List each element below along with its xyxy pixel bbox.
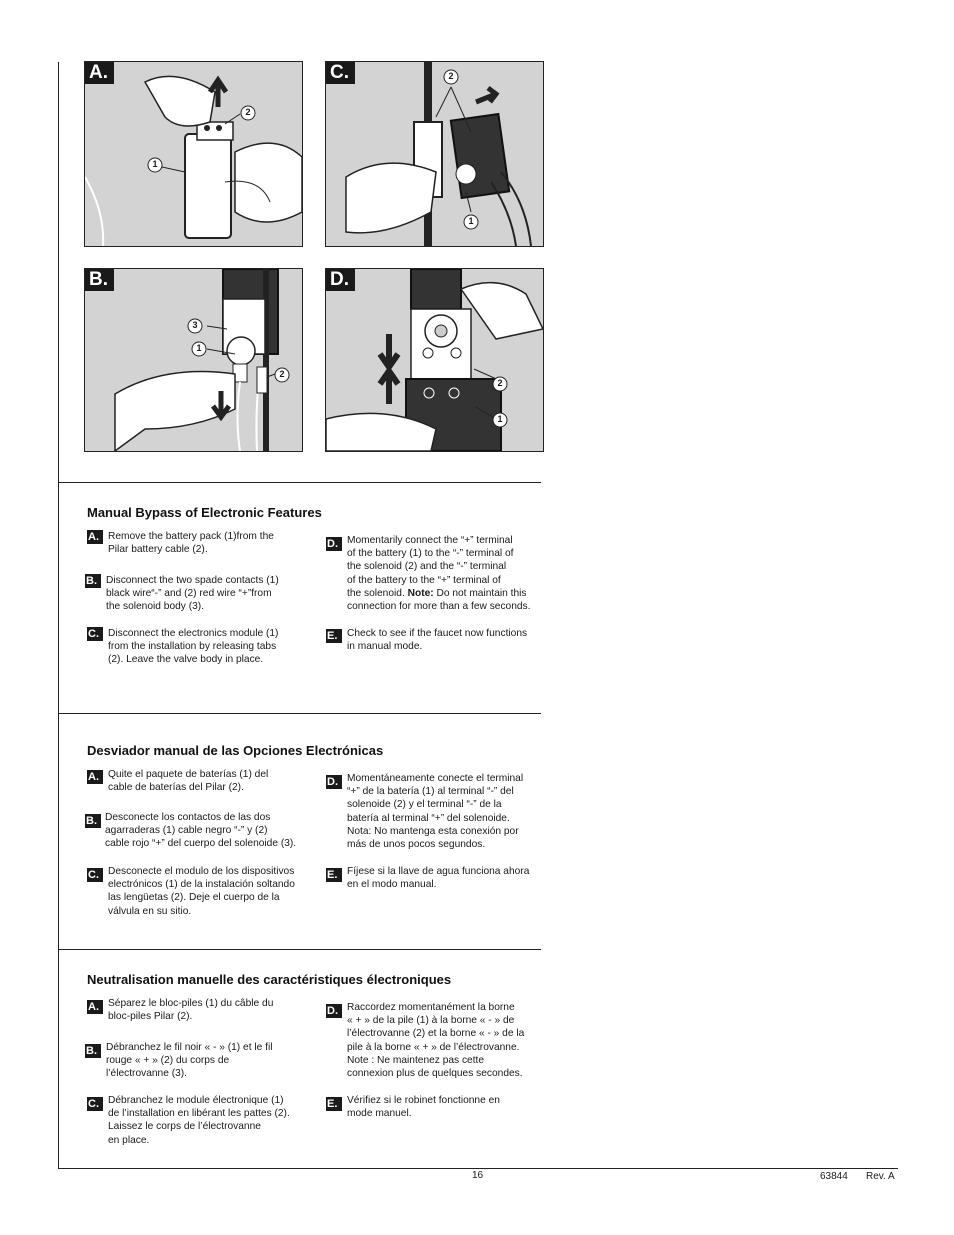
left-margin-rule <box>58 62 59 1169</box>
section-divider <box>59 713 541 714</box>
document-number: 63844 <box>820 1171 848 1182</box>
step-badge: B. <box>85 574 101 588</box>
step-badge: E. <box>326 1097 342 1111</box>
callout-2: 2 <box>279 369 285 379</box>
step-badge: A. <box>87 770 103 784</box>
illustration-panel-a <box>84 61 303 247</box>
panel-label-d: D. <box>326 269 355 291</box>
step-text: Raccordez momentanément la borne « + » de la pile (1) à la borne « - » de l’électrovanne (2) et la borne « - » de la pile à la borne « + » de l’électrovanne. Note : Ne maintenez pas cette connexion plus de quelques secondes. <box>347 1002 525 1080</box>
spade-contacts-illustration <box>85 269 302 451</box>
step-text: Débranchez le module électronique (1) de l’installation en libérant les pattes (2). Laissez le corps de l’électrovanne en place. <box>108 1095 290 1146</box>
callout-1: 1 <box>196 343 202 353</box>
step-badge: C. <box>87 627 103 641</box>
note-label: Note: <box>407 587 434 599</box>
revision: Rev. A <box>866 1171 895 1182</box>
section-title-spanish: Desviador manual de las Opciones Electrónicas <box>87 743 384 758</box>
step-text: Vérifiez si le robinet fonctionne en mode manuel. <box>347 1095 500 1120</box>
step-badge: B. <box>85 814 101 828</box>
battery-removal-illustration <box>85 62 302 246</box>
illustration-panel-b <box>84 268 303 452</box>
illustration-panel-d <box>325 268 544 452</box>
step-badge: D. <box>326 1004 342 1018</box>
step-badge: B. <box>85 1044 101 1058</box>
step-text: Séparez le bloc-piles (1) du câble du bloc-piles Pilar (2). <box>108 998 274 1023</box>
step-badge: A. <box>87 530 103 544</box>
panel-label-a: A. <box>85 62 114 84</box>
step-text: Fíjese si la llave de agua funciona ahora en el modo manual. <box>347 866 530 891</box>
step-text: Disconnect the two spade contacts (1) black wire“-” and (2) red wire “+”from the solenoid body (3). <box>106 575 279 613</box>
step-badge: C. <box>87 1097 103 1111</box>
step-text: Débranchez le fil noir « - » (1) et le fil rouge « + » (2) du corps de l’électrovanne (3). <box>106 1042 273 1080</box>
step-text: Disconnect the electronics module (1) from the installation by releasing tabs (2). Leave the valve body in place. <box>108 628 279 666</box>
callout-2: 2 <box>245 107 251 117</box>
page-number: 16 <box>472 1170 484 1181</box>
step-badge: D. <box>326 775 342 789</box>
bottom-rule <box>58 1168 898 1169</box>
step-text: Momentáneamente conecte el terminal “+” de la batería (1) al terminal “-” del solenoide (2) y el terminal “-” de la batería al terminal “+” del solenoide. Nota: No mantenga esta conexión por más de unos pocos segundos. <box>347 773 524 851</box>
callout-1: 1 <box>497 414 503 424</box>
callout-1: 1 <box>152 159 158 169</box>
step-text: Quite el paquete de baterías (1) del cable de baterías del Pilar (2). <box>108 769 269 794</box>
illustration-panel-c <box>325 61 544 247</box>
callout-1: 1 <box>468 216 474 226</box>
section-divider <box>59 482 541 483</box>
step-text: Remove the battery pack (1)from the Pilar battery cable (2). <box>108 531 274 556</box>
callout-3: 3 <box>192 320 198 330</box>
section-title-english: Manual Bypass of Electronic Features <box>87 505 322 520</box>
step-badge: A. <box>87 1000 103 1014</box>
section-divider <box>59 949 541 950</box>
electronics-module-illustration <box>326 62 543 246</box>
step-text: Desconecte los contactos de las dos agarraderas (1) cable negro “-” y (2) cable rojo “+” del cuerpo del solenoide (3). <box>105 812 297 850</box>
panel-label-b: B. <box>85 269 114 291</box>
step-text: Check to see if the faucet now functions in manual mode. <box>347 628 528 653</box>
callout-2: 2 <box>448 71 454 81</box>
step-badge: E. <box>326 868 342 882</box>
step-text: Desconecte el modulo de los dispositivos electrónicos (1) de la instalación soltando las lengüetas (2). Deje el cuerpo de la válvula en su sitio. <box>108 866 295 917</box>
step-badge: C. <box>87 868 103 882</box>
callout-2: 2 <box>497 378 503 388</box>
step-badge: E. <box>326 629 342 643</box>
step-badge: D. <box>326 537 342 551</box>
step-text <box>347 534 557 613</box>
section-title-french: Neutralisation manuelle des caractéristiques électroniques <box>87 972 452 987</box>
battery-solenoid-connection-illustration <box>326 269 543 451</box>
step-text-part: Momentarily connect the “+” terminal of the battery (1) to the “-” terminal of the solenoid (2) and the “-” terminal of the battery to the “+” terminal of the solenoid. <box>347 535 514 599</box>
panel-label-c: C. <box>326 62 355 84</box>
step-text-part: Do not maintain this connection for more than a few seconds. <box>347 587 531 613</box>
